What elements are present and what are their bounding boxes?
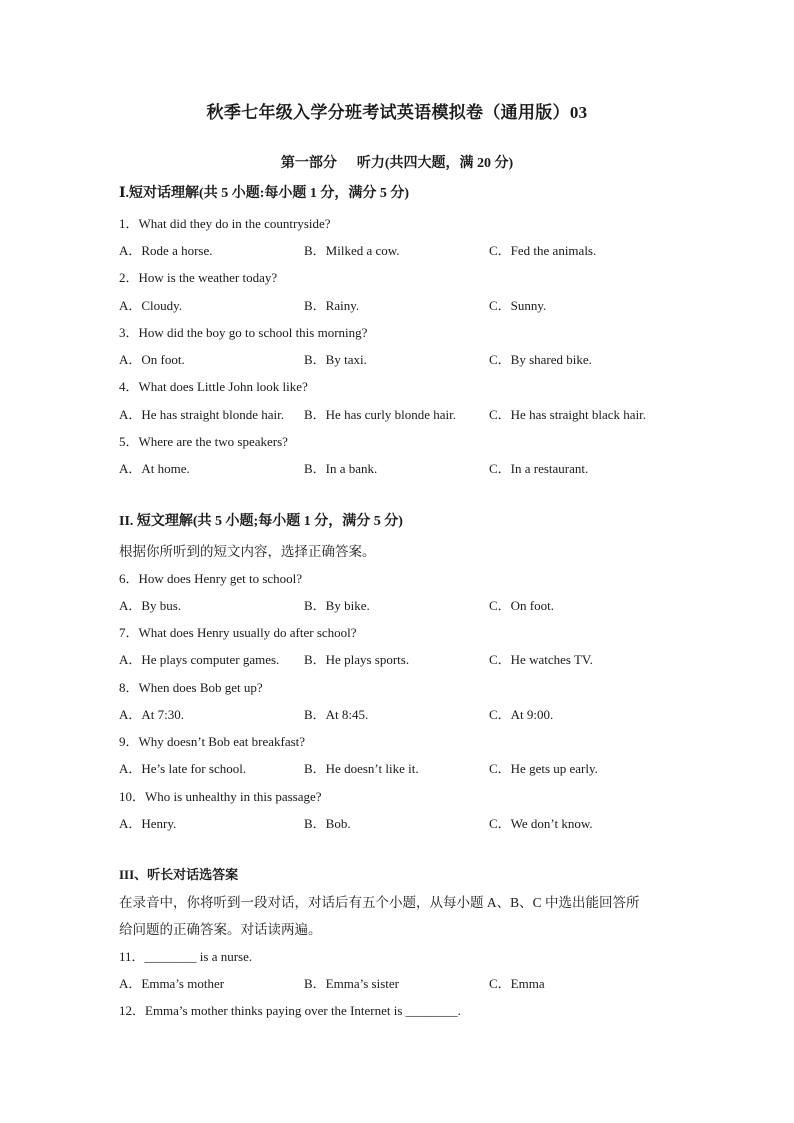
part-title <box>0 152 794 172</box>
q3-option-c: C．By shared bike. <box>489 352 592 367</box>
q4-option-c: C．He has straight black hair. <box>489 407 647 422</box>
question-4: 4．What does Little John look like? <box>119 379 308 394</box>
question-1: 1．What did they do in the countryside? <box>119 216 331 231</box>
question-10: 10．Who is unhealthy in this passage? <box>119 789 322 804</box>
q11-option-c: C．Emma <box>489 976 545 991</box>
q7-option-a: A．He plays computer games. <box>119 652 280 667</box>
question-5: 5．Where are the two speakers? <box>119 434 288 449</box>
q9-option-c: C．He gets up early. <box>489 761 598 776</box>
document-title: 秋季七年级入学分班考试英语模拟卷（通用版）03 <box>206 103 588 122</box>
q6-option-c: C．On foot. <box>489 598 555 613</box>
question-7: 7．What does Henry usually do after school? <box>119 625 357 640</box>
q10-option-a: A．Henry. <box>119 816 177 831</box>
q1-option-c: C．Fed the animals. <box>489 243 597 258</box>
question-3: 3．How did the boy go to school this morning? <box>119 325 368 340</box>
question-9: 9．Why doesn’t Bob eat breakfast? <box>119 734 306 749</box>
q11-option-b: B．Emma’s sister <box>304 976 399 991</box>
q8-option-a: A．At 7:30. <box>119 707 185 722</box>
section3-instruction-line2: 给问题的正确答案。对话读两遍。 <box>119 922 322 937</box>
question-6: 6．How does Henry get to school? <box>119 571 303 586</box>
q5-option-a: A．At home. <box>119 461 190 476</box>
question-8: 8．When does Bob get up? <box>119 680 263 695</box>
q3-option-b: B．By taxi. <box>304 352 367 367</box>
q3-option-a: A．On foot. <box>119 352 185 367</box>
q8-option-b: B．At 8:45. <box>304 707 369 722</box>
part-subtitle: 听力(共四大题，满 20 分) <box>356 156 514 171</box>
section2-heading: II. 短文理解(共 5 小题;每小题 1 分，满分 5 分) <box>119 514 403 529</box>
q1-option-b: B．Milked a cow. <box>304 243 400 258</box>
section2-instruction: 根据你所听到的短文内容，选择正确答案。 <box>119 544 376 559</box>
q6-option-b: B．By bike. <box>304 598 370 613</box>
q5-option-b: B．In a bank. <box>304 461 378 476</box>
section3-instruction-line1: 在录音中，你将听到一段对话，对话后有五个小题，从每小题 A、B、C 中选出能回答所 <box>119 895 640 910</box>
q4-option-b: B．He has curly blonde hair. <box>304 407 456 422</box>
q1-option-a: A．Rode a horse. <box>119 243 213 258</box>
q9-option-a: A．He’s late for school. <box>119 761 247 776</box>
question-12: 12．Emma’s mother thinks paying over the Internet is ________. <box>119 1003 461 1018</box>
q9-option-b: B．He doesn’t like it. <box>304 761 419 776</box>
q2-option-c: C．Sunny. <box>489 298 547 313</box>
q2-option-a: A．Cloudy. <box>119 298 183 313</box>
part-name: 第一部分 <box>280 156 337 171</box>
q7-option-b: B．He plays sports. <box>304 652 410 667</box>
q11-option-a: A．Emma’s mother <box>119 976 225 991</box>
q7-option-c: C．He watches TV. <box>489 652 593 667</box>
q5-option-c: C．In a restaurant. <box>489 461 589 476</box>
q8-option-c: C．At 9:00. <box>489 707 554 722</box>
q2-option-b: B．Rainy. <box>304 298 360 313</box>
question-11: 11．________ is a nurse. <box>119 949 253 964</box>
section1-heading: Ⅰ.短对话理解(共 5 小题:每小题 1 分，满分 5 分) <box>119 186 410 201</box>
section3-heading: III、听长对话选答案 <box>119 867 239 882</box>
q6-option-a: A．By bus. <box>119 598 182 613</box>
q10-option-c: C．We don’t know. <box>489 816 593 831</box>
q10-option-b: B．Bob. <box>304 816 351 831</box>
question-2: 2．How is the weather today? <box>119 270 278 285</box>
q4-option-a: A．He has straight blonde hair. <box>119 407 284 422</box>
